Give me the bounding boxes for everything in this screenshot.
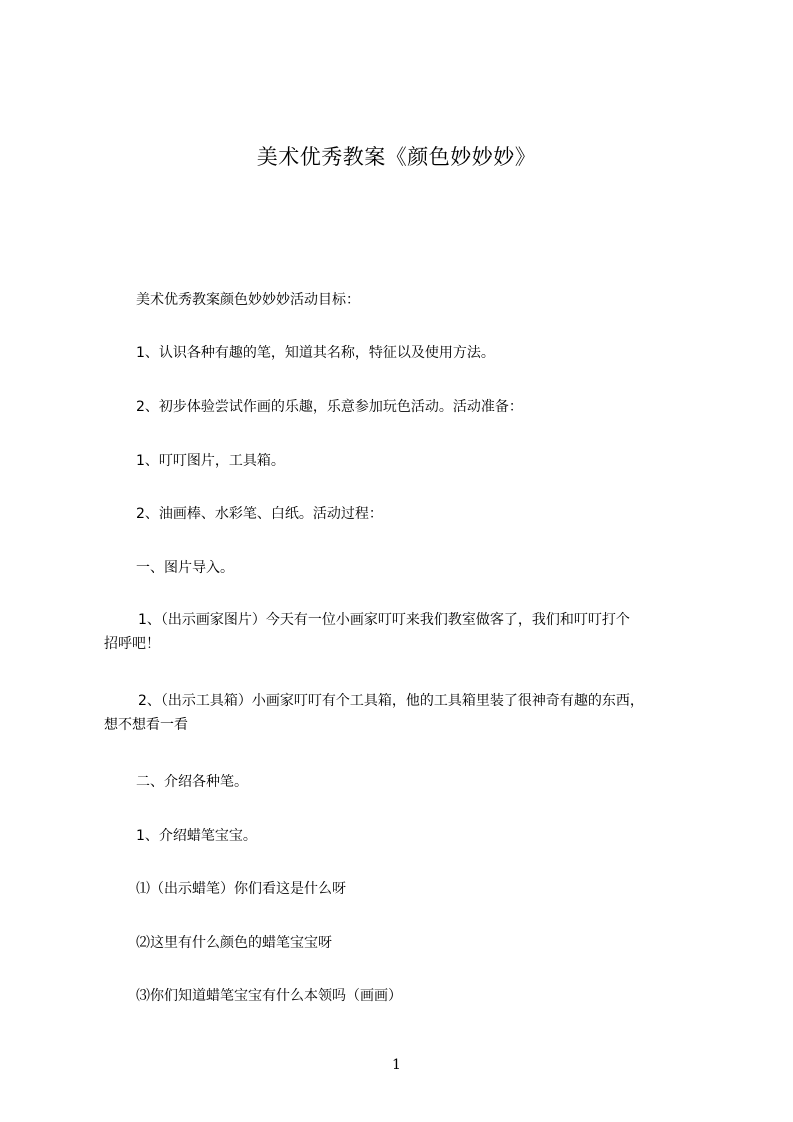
paragraph-objective-2: 2、初步体验尝试作画的乐趣，乐意参加玩色活动。活动准备：	[136, 399, 523, 415]
paragraph-step-1-prefix: 1、	[138, 612, 161, 628]
paragraph-preparation-1: 1、叮叮图片，工具箱。	[136, 453, 285, 469]
paragraph-step-2-prefix: 2、	[138, 693, 161, 709]
document-title: 美术优秀教案《颜色妙妙妙》	[256, 145, 537, 169]
paragraph-step-2-line-2: 想不想看一看	[104, 717, 188, 733]
paragraph-crayon-q2: ⑵这里有什么颜色的蜡笔宝宝呀	[136, 935, 332, 951]
paragraph-objective-1: 1、认识各种有趣的笔，知道其名称，特征以及使用方法。	[136, 345, 495, 361]
paragraph-crayon-q3: ⑶你们知道蜡笔宝宝有什么本领吗（画画）	[136, 988, 402, 1004]
paragraph-step-1-line-2: 招呼吧！	[104, 636, 160, 652]
paragraph-crayon-q1: ⑴（出示蜡笔）你们看这是什么呀	[136, 881, 346, 897]
paragraph-section-2-heading: 二、介绍各种笔。	[136, 774, 248, 790]
paragraph-section-1-heading: 一、图片导入。	[136, 560, 234, 576]
page-number: 1	[392, 1057, 401, 1073]
paragraph-step-1-line-1	[104, 608, 716, 632]
paragraph-step-2-text: （出示工具箱）小画家叮叮有个工具箱，他的工具箱里装了很神奇有趣的东西，	[160, 693, 644, 709]
paragraph-objectives-heading: 美术优秀教案颜色妙妙妙活动目标：	[136, 292, 360, 308]
paragraph-crayon-intro: 1、介绍蜡笔宝宝。	[136, 828, 257, 844]
paragraph-step-1-text: （出示画家图片）今天有一位小画家叮叮来我们教室做客了，我们和叮叮打个	[160, 612, 630, 628]
paragraph-preparation-2: 2、油画棒、水彩笔、白纸。活动过程：	[136, 506, 383, 522]
paragraph-step-2-line-1	[104, 689, 716, 713]
paragraph-step-1	[104, 608, 716, 656]
paragraph-step-2	[104, 689, 716, 737]
